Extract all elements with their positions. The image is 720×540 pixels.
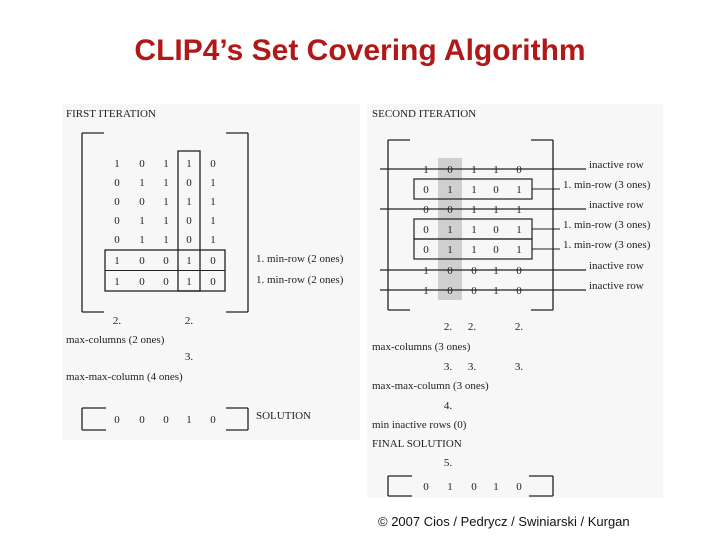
second-iteration-heading: SECOND ITERATION <box>372 108 477 120</box>
second-step3-mark: 3. <box>467 361 477 373</box>
second-step2-mark: 2. <box>467 321 477 333</box>
first-matrix-cell: 1 <box>186 158 192 170</box>
first-matrix-cell: 0 <box>163 276 169 288</box>
copyright-footer: © 2007 Cios / Pedrycz / Swiniarski / Kurgan <box>378 514 630 529</box>
first-matrix-cell: 1 <box>186 255 192 267</box>
second-row-note: 1. min-row (3 ones) <box>563 239 651 251</box>
second-row-note: inactive row <box>589 159 644 171</box>
second-step4-mark: 4. <box>443 400 453 412</box>
first-matrix-cell: 1 <box>114 276 120 288</box>
first-matrix-cell: 0 <box>139 255 145 267</box>
second-step2-mark: 2. <box>443 321 453 333</box>
first-solution-value: 0 <box>210 414 216 426</box>
second-matrix-cell: 1 <box>516 204 522 216</box>
first-solution-value: 0 <box>139 414 145 426</box>
second-matrix-cell: 1 <box>423 285 429 297</box>
first-matrix-cell: 0 <box>210 158 216 170</box>
second-matrix-cell: 1 <box>471 244 477 256</box>
second-matrix-cell: 1 <box>471 164 477 176</box>
first-row-note: 1. min-row (2 ones) <box>256 253 344 265</box>
first-matrix-cell: 0 <box>114 177 120 189</box>
second-matrix-cell: 1 <box>493 285 499 297</box>
second-step5-mark: 5. <box>443 457 453 469</box>
second-matrix-cell: 0 <box>493 244 499 256</box>
second-matrix-cell: 1 <box>447 244 453 256</box>
second-matrix-cell: 0 <box>447 164 453 176</box>
first-matrix-cell: 0 <box>139 276 145 288</box>
second-matrix-cell: 0 <box>471 265 477 277</box>
second-min-inactive-label: min inactive rows (0) <box>372 419 467 431</box>
first-matrix-cell: 1 <box>163 234 169 246</box>
second-row-note: inactive row <box>589 260 644 272</box>
second-matrix-cell: 0 <box>447 204 453 216</box>
second-max-max-column-label: max-max-column (3 ones) <box>372 380 489 392</box>
first-matrix-cell: 1 <box>163 158 169 170</box>
first-matrix-cell: 1 <box>114 158 120 170</box>
second-matrix-cell: 0 <box>447 285 453 297</box>
first-matrix-cell: 0 <box>139 158 145 170</box>
first-matrix-cell: 0 <box>139 196 145 208</box>
first-matrix-cell: 0 <box>114 196 120 208</box>
first-step3-mark: 3. <box>184 351 194 363</box>
first-panel-bg <box>62 104 360 440</box>
first-matrix-cell: 1 <box>186 276 192 288</box>
second-matrix-cell: 1 <box>471 224 477 236</box>
second-matrix-cell: 1 <box>516 184 522 196</box>
second-final-value: 1 <box>493 481 499 493</box>
first-matrix-cell: 1 <box>139 215 145 227</box>
second-matrix-cell: 1 <box>447 224 453 236</box>
first-matrix-cell: 0 <box>186 177 192 189</box>
second-matrix-cell: 0 <box>516 285 522 297</box>
second-matrix-cell: 1 <box>493 164 499 176</box>
second-row-note: inactive row <box>589 280 644 292</box>
second-final-value: 0 <box>423 481 429 493</box>
second-final-value: 1 <box>447 481 453 493</box>
second-matrix-cell: 1 <box>493 204 499 216</box>
first-matrix-cell: 1 <box>210 177 216 189</box>
second-matrix-cell: 1 <box>516 224 522 236</box>
second-step3-mark: 3. <box>514 361 524 373</box>
first-step2-mark: 2. <box>184 315 194 327</box>
second-matrix-cell: 0 <box>423 244 429 256</box>
second-matrix-cell: 0 <box>447 265 453 277</box>
first-max-max-column-label: max-max-column (4 ones) <box>66 371 183 383</box>
first-matrix-cell: 1 <box>163 177 169 189</box>
first-matrix-cell: 0 <box>114 215 120 227</box>
first-solution-label: SOLUTION <box>256 410 311 422</box>
first-matrix-cell: 0 <box>163 255 169 267</box>
second-matrix-cell: 1 <box>516 244 522 256</box>
second-matrix-cell: 1 <box>471 204 477 216</box>
first-matrix-cell: 0 <box>186 215 192 227</box>
second-row-note: 1. min-row (3 ones) <box>563 219 651 231</box>
first-matrix-cell: 1 <box>186 196 192 208</box>
first-iteration-heading: FIRST ITERATION <box>66 108 156 120</box>
first-max-columns-label: max-columns (2 ones) <box>66 334 165 346</box>
second-matrix-cell: 0 <box>471 285 477 297</box>
first-matrix-cell: 1 <box>210 234 216 246</box>
second-final-value: 0 <box>471 481 477 493</box>
second-row-note: 1. min-row (3 ones) <box>563 179 651 191</box>
second-final-value: 0 <box>516 481 522 493</box>
first-matrix-cell: 1 <box>114 255 120 267</box>
second-final-solution-label: FINAL SOLUTION <box>372 438 462 450</box>
second-matrix-cell: 0 <box>423 184 429 196</box>
second-step2-mark: 2. <box>514 321 524 333</box>
first-matrix-cell: 1 <box>139 234 145 246</box>
second-matrix-cell: 0 <box>423 224 429 236</box>
first-matrix-cell: 0 <box>186 234 192 246</box>
first-matrix-cell: 1 <box>210 196 216 208</box>
second-matrix-cell: 0 <box>493 184 499 196</box>
second-matrix-cell: 0 <box>423 204 429 216</box>
second-matrix-cell: 1 <box>423 164 429 176</box>
second-step3-mark: 3. <box>443 361 453 373</box>
first-matrix-cell: 1 <box>163 196 169 208</box>
first-step2-mark: 2. <box>112 315 122 327</box>
second-matrix-cell: 0 <box>516 265 522 277</box>
second-matrix-cell: 1 <box>447 184 453 196</box>
first-solution-value: 0 <box>163 414 169 426</box>
second-matrix-cell: 1 <box>423 265 429 277</box>
slide-title: CLIP4’s Set Covering Algorithm <box>134 34 586 67</box>
first-matrix-cell: 0 <box>114 234 120 246</box>
first-solution-value: 0 <box>114 414 120 426</box>
first-solution-value: 1 <box>186 414 192 426</box>
first-matrix-cell: 1 <box>139 177 145 189</box>
first-matrix-cell: 1 <box>210 215 216 227</box>
second-matrix-cell: 1 <box>471 184 477 196</box>
second-matrix-cell: 1 <box>493 265 499 277</box>
first-matrix-cell: 0 <box>210 276 216 288</box>
second-matrix-cell: 0 <box>516 164 522 176</box>
second-matrix-cell: 0 <box>493 224 499 236</box>
second-max-columns-label: max-columns (3 ones) <box>372 341 471 353</box>
first-row-note: 1. min-row (2 ones) <box>256 274 344 286</box>
first-matrix-cell: 0 <box>210 255 216 267</box>
second-row-note: inactive row <box>589 199 644 211</box>
first-matrix-cell: 1 <box>163 215 169 227</box>
